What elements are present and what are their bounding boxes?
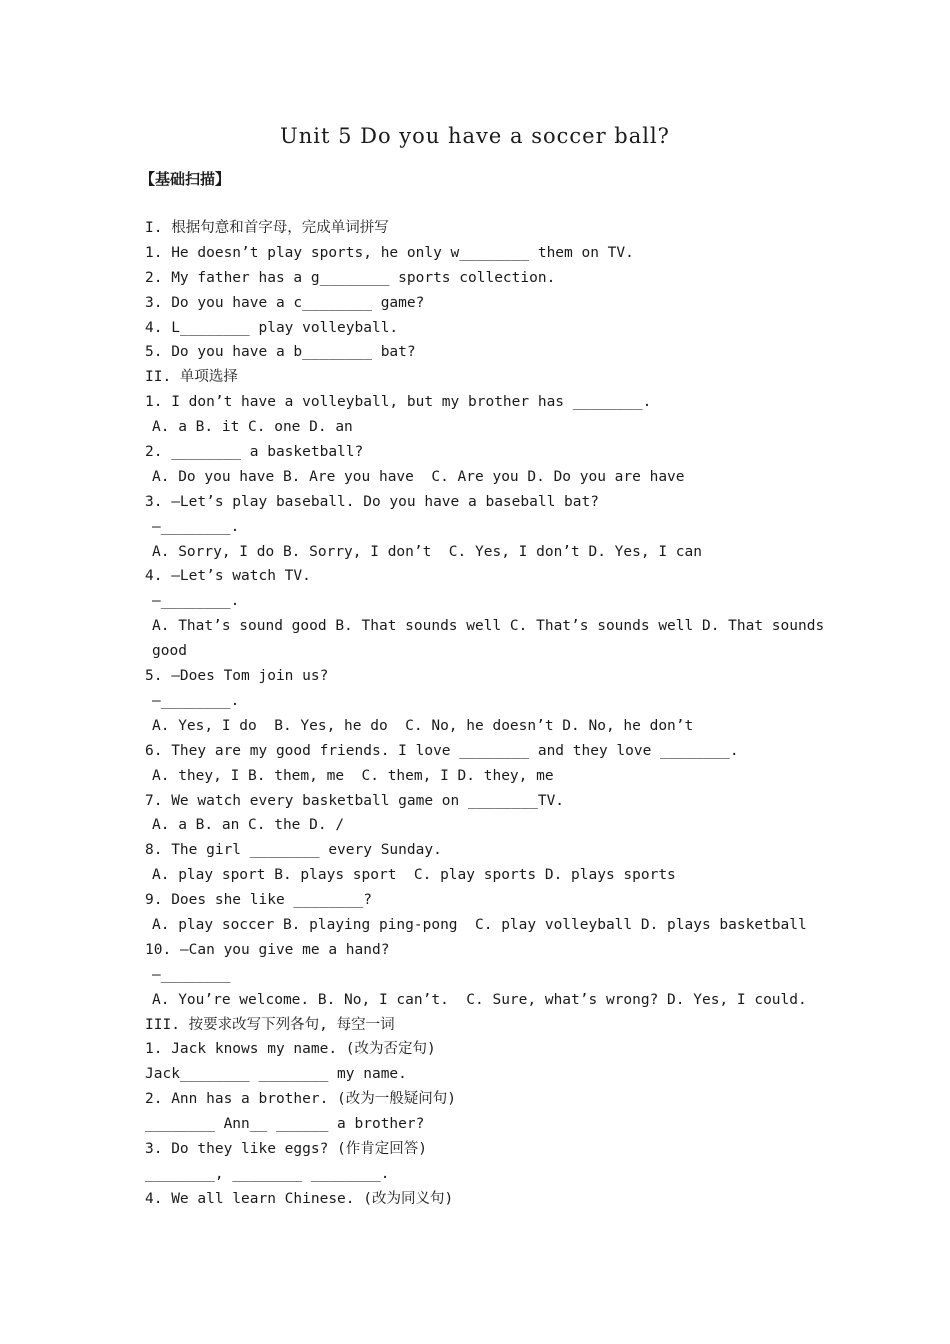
worksheet-line: 1. He doesn’t play sports, he only w________ them on TV. <box>145 244 634 261</box>
worksheet-line: 1. I don’t have a volleyball, but my brother has ________. <box>145 394 652 411</box>
worksheet-line: A. a B. an C. the D. / <box>152 817 345 834</box>
worksheet-line: A. Do you have B. Are you have C. Are you D. Do you are have <box>152 468 685 485</box>
worksheet-line: III. 按要求改写下列各句, 每空一词 <box>145 1016 395 1033</box>
worksheet-body <box>145 216 825 1212</box>
worksheet-line: A. they, I B. them, me C. them, I D. they, me <box>152 767 554 784</box>
worksheet-line: I. 根据句意和首字母，完成单词拼写 <box>145 220 389 236</box>
worksheet-line: 4. We all learn Chinese. (改为同义句) <box>145 1190 454 1207</box>
worksheet-line: A. play soccer B. playing ping-pong C. play volleyball D. plays basketball <box>152 916 807 933</box>
worksheet-line: 3. Do they like eggs? (作肯定回答) <box>145 1140 428 1157</box>
worksheet-line: ________ Ann__ ______ a brother? <box>145 1116 425 1133</box>
worksheet-line: 6. They are my good friends. I love ________ and they love ________. <box>145 742 739 759</box>
worksheet-line: A. Sorry, I do B. Sorry, I don’t C. Yes, I don’t D. Yes, I can <box>152 543 702 560</box>
worksheet-line: Jack________ ________ my name. <box>145 1066 407 1083</box>
section-tag: 【基础扫描】 <box>140 170 231 188</box>
worksheet-line: 8. The girl ________ every Sunday. <box>145 842 442 859</box>
worksheet-line: A. That’s sound good B. That sounds well C. That’s sounds well D. That sounds good <box>152 618 825 660</box>
worksheet-line: II. 单项选择 <box>145 369 238 386</box>
worksheet-line: 7. We watch every basketball game on ________TV. <box>145 792 565 809</box>
page-title: Unit 5 Do you have a soccer ball? <box>280 124 670 148</box>
worksheet-line: 4. L________ play volleyball. <box>145 319 399 336</box>
worksheet-line: 2. ________ a basketball? <box>145 444 364 461</box>
worksheet-line: —________ <box>152 966 231 983</box>
worksheet-line: —________. <box>152 518 240 535</box>
worksheet-line: 3. —Let’s play baseball. Do you have a baseball bat? <box>145 493 599 510</box>
worksheet-line: 2. Ann has a brother. (改为一般疑问句) <box>145 1091 457 1108</box>
worksheet-line: 5. Do you have a b________ bat? <box>145 344 416 361</box>
worksheet-line: 9. Does she like ________? <box>145 892 372 909</box>
worksheet-line: 1. Jack knows my name. (改为否定句) <box>145 1041 436 1058</box>
worksheet-line: 10. —Can you give me a hand? <box>145 941 390 958</box>
worksheet-line: 5. —Does Tom join us? <box>145 668 329 685</box>
worksheet-line: 2. My father has a g________ sports collection. <box>145 269 556 286</box>
worksheet-line: A. play sport B. plays sport C. play sports D. plays sports <box>152 867 676 884</box>
worksheet-line: ________, ________ ________. <box>145 1165 390 1182</box>
worksheet-line: 3. Do you have a c________ game? <box>145 294 425 311</box>
worksheet-line: A. You’re welcome. B. No, I can’t. C. Sure, what’s wrong? D. Yes, I could. <box>152 991 807 1008</box>
worksheet-line: A. Yes, I do B. Yes, he do C. No, he doesn’t D. No, he don’t <box>152 717 694 734</box>
worksheet-line: 4. —Let’s watch TV. <box>145 568 311 585</box>
worksheet-line: —________. <box>152 593 240 610</box>
worksheet-line: A. a B. it C. one D. an <box>152 419 353 436</box>
worksheet-line: —________. <box>152 692 240 709</box>
